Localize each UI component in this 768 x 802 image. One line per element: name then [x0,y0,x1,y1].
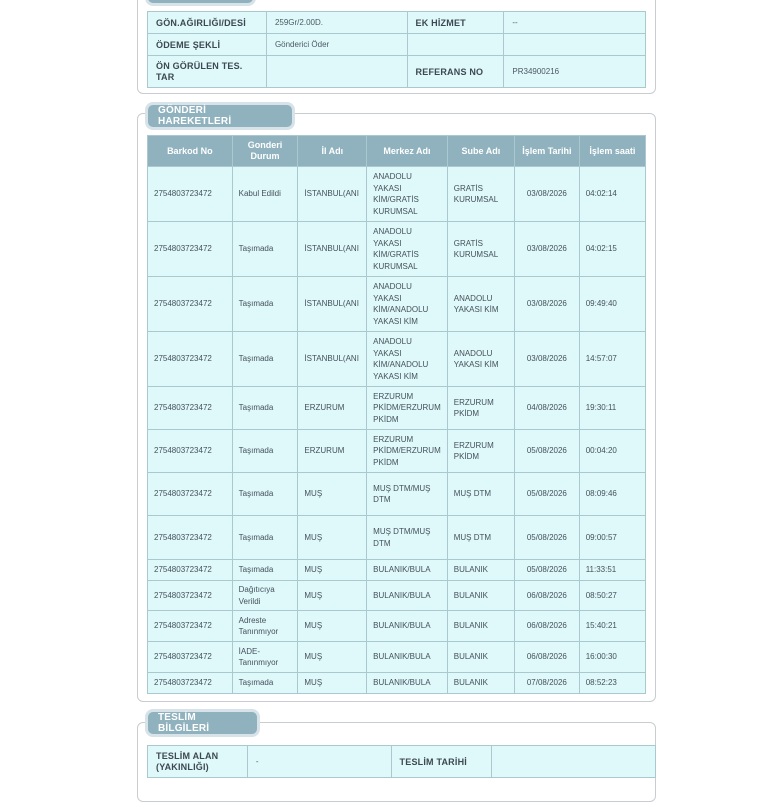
col-branch: Sube Adı [447,136,514,167]
cell-barcode: 2754803723472 [148,222,233,277]
info-row-payment [148,34,646,56]
cell-branch: GRATİS KURUMSAL [447,167,514,222]
cell-center: MUŞ DTM/MUŞ DTM [367,473,448,516]
delivery-row [148,746,656,778]
cell-time: 08:52:23 [579,673,645,694]
delivery-tag [148,712,257,734]
col-status: Gonderi Durum [232,136,298,167]
cell-time: 08:50:27 [579,581,645,611]
cell-barcode: 2754803723472 [148,642,233,673]
cell-city: İSTANBUL(ANI [298,222,367,277]
movements-tag [148,105,292,127]
cell-city: MUŞ [298,581,367,611]
cell-city: ERZURUM [298,430,367,473]
estimated-label: ÖN GÖRÜLEN TES. TAR [148,56,267,88]
cell-status: Taşımada [232,387,298,430]
cell-city: İSTANBUL(ANI [298,332,367,387]
cell-center: BULANIK/BULA [367,560,448,581]
cell-barcode: 2754803723472 [148,560,233,581]
col-date: İşlem Tarihi [515,136,580,167]
cell-city: ERZURUM [298,387,367,430]
movements-header-row [148,136,646,167]
receiver-value: - [247,746,391,778]
table-row [148,430,646,473]
movements-body [148,167,646,694]
table-row [148,560,646,581]
cell-time: 15:40:21 [579,611,645,642]
delivery-date-value [492,746,656,778]
cell-date: 06/08/2026 [515,581,580,611]
cell-center: MUŞ DTM/MUŞ DTM [367,516,448,560]
table-row [148,581,646,611]
cell-branch: GRATİS KURUMSAL [447,222,514,277]
payment-label: ÖDEME ŞEKLİ [148,34,267,56]
col-time: İşlem saati [579,136,645,167]
cell-center: ANADOLU YAKASI KİM/ANADOLU YAKASI KİM [367,277,448,332]
cell-city: İSTANBUL(ANI [298,167,367,222]
cell-city: MUŞ [298,611,367,642]
cell-date: 07/08/2026 [515,673,580,694]
table-row [148,277,646,332]
cell-status: Taşımada [232,222,298,277]
col-city: İl Adı [298,136,367,167]
cell-status: Taşımada [232,277,298,332]
cell-date: 05/08/2026 [515,560,580,581]
cell-city: MUŞ [298,473,367,516]
cell-center: ANADOLU YAKASI KİM/GRATİS KURUMSAL [367,167,448,222]
cell-time: 16:00:30 [579,642,645,673]
weight-label: GÖN.AĞIRLIĞI/DESİ [148,12,267,34]
cell-barcode: 2754803723472 [148,277,233,332]
cell-status: Taşımada [232,673,298,694]
cell-time: 04:02:15 [579,222,645,277]
cell-branch: MUŞ DTM [447,516,514,560]
cell-branch: MUŞ DTM [447,473,514,516]
cell-barcode: 2754803723472 [148,387,233,430]
cell-status: Taşımada [232,430,298,473]
table-row [148,642,646,673]
cell-date: 06/08/2026 [515,611,580,642]
col-center: Merkez Adı [367,136,448,167]
cell-time: 19:30:11 [579,387,645,430]
cell-branch: ERZURUM PKİDM [447,430,514,473]
cell-city: İSTANBUL(ANI [298,277,367,332]
table-row [148,222,646,277]
cell-status: Taşımada [232,473,298,516]
cell-barcode: 2754803723472 [148,673,233,694]
cell-time: 00:04:20 [579,430,645,473]
movements-table [147,135,646,694]
cell-status: Taşımada [232,332,298,387]
cell-center: BULANIK/BULA [367,642,448,673]
cell-branch: BULANIK [447,581,514,611]
cell-date: 05/08/2026 [515,516,580,560]
reference-value: PR34900216 [504,56,646,88]
cell-city: MUŞ [298,673,367,694]
cell-center: ANADOLU YAKASI KİM/ANADOLU YAKASI KİM [367,332,448,387]
cell-center: ERZURUM PKİDM/ERZURUM PKİDM [367,387,448,430]
cell-city: MUŞ [298,642,367,673]
shipment-info-table [147,11,646,88]
payment-value: Gönderici Öder [266,34,407,56]
cell-status: Taşımada [232,516,298,560]
cell-status: Adreste Tanınmıyor [232,611,298,642]
table-row [148,673,646,694]
cell-city: MUŞ [298,516,367,560]
cell-status: İADE-Tanınmıyor [232,642,298,673]
cell-status: Dağıtıcıya Verildi [232,581,298,611]
cell-center: ERZURUM PKİDM/ERZURUM PKİDM [367,430,448,473]
delivery-panel [137,712,656,802]
cell-status: Kabul Edildi [232,167,298,222]
cell-barcode: 2754803723472 [148,430,233,473]
table-row [148,473,646,516]
payment-empty-cell-2 [504,34,646,56]
cell-date: 04/08/2026 [515,387,580,430]
cell-date: 06/08/2026 [515,642,580,673]
cell-city: MUŞ [298,560,367,581]
table-row [148,611,646,642]
delivery-date-label: TESLİM TARİHİ [391,746,492,778]
cell-branch: ERZURUM PKİDM [447,387,514,430]
cell-center: BULANIK/BULA [367,611,448,642]
cell-time: 08:09:46 [579,473,645,516]
extra-service-label: EK HİZMET [407,12,504,34]
receiver-label: TESLİM ALAN (YAKINLIĞI) [148,746,248,778]
weight-value: 259Gr/2.00D. [266,12,407,34]
movements-title: GÖNDERİ HAREKETLERİ [158,105,232,127]
table-row [148,516,646,560]
estimated-value [266,56,407,88]
col-barcode: Barkod No [148,136,233,167]
cell-time: 04:02:14 [579,167,645,222]
cell-branch: ANADOLU YAKASI KİM [447,332,514,387]
cell-date: 03/08/2026 [515,222,580,277]
cell-date: 03/08/2026 [515,332,580,387]
cell-center: BULANIK/BULA [367,581,448,611]
cell-center: ANADOLU YAKASI KİM/GRATİS KURUMSAL [367,222,448,277]
cell-date: 03/08/2026 [515,277,580,332]
table-row [148,332,646,387]
reference-label: REFERANS NO [407,56,504,88]
delivery-title: TESLİM BİLGİLERİ [158,712,210,734]
cell-barcode: 2754803723472 [148,167,233,222]
movements-panel [137,105,656,702]
table-row [148,167,646,222]
cell-barcode: 2754803723472 [148,516,233,560]
cell-barcode: 2754803723472 [148,581,233,611]
payment-empty-cell [407,34,504,56]
cell-time: 09:00:57 [579,516,645,560]
cell-barcode: 2754803723472 [148,611,233,642]
cell-status: Taşımada [232,560,298,581]
cell-time: 09:49:40 [579,277,645,332]
shipment-info-tag [148,0,253,3]
cell-barcode: 2754803723472 [148,473,233,516]
cell-time: 14:57:07 [579,332,645,387]
shipment-info-panel [137,0,656,94]
delivery-table [147,745,656,778]
cell-date: 05/08/2026 [515,473,580,516]
cell-center: BULANIK/BULA [367,673,448,694]
cell-date: 05/08/2026 [515,430,580,473]
cell-date: 03/08/2026 [515,167,580,222]
info-row-weight [148,12,646,34]
extra-service-value: -- [504,12,646,34]
cell-branch: ANADOLU YAKASI KİM [447,277,514,332]
info-row-estimated [148,56,646,88]
cell-branch: BULANIK [447,611,514,642]
cell-branch: BULANIK [447,560,514,581]
cell-branch: BULANIK [447,642,514,673]
cell-time: 11:33:51 [579,560,645,581]
cell-branch: BULANIK [447,673,514,694]
table-row [148,387,646,430]
cell-barcode: 2754803723472 [148,332,233,387]
